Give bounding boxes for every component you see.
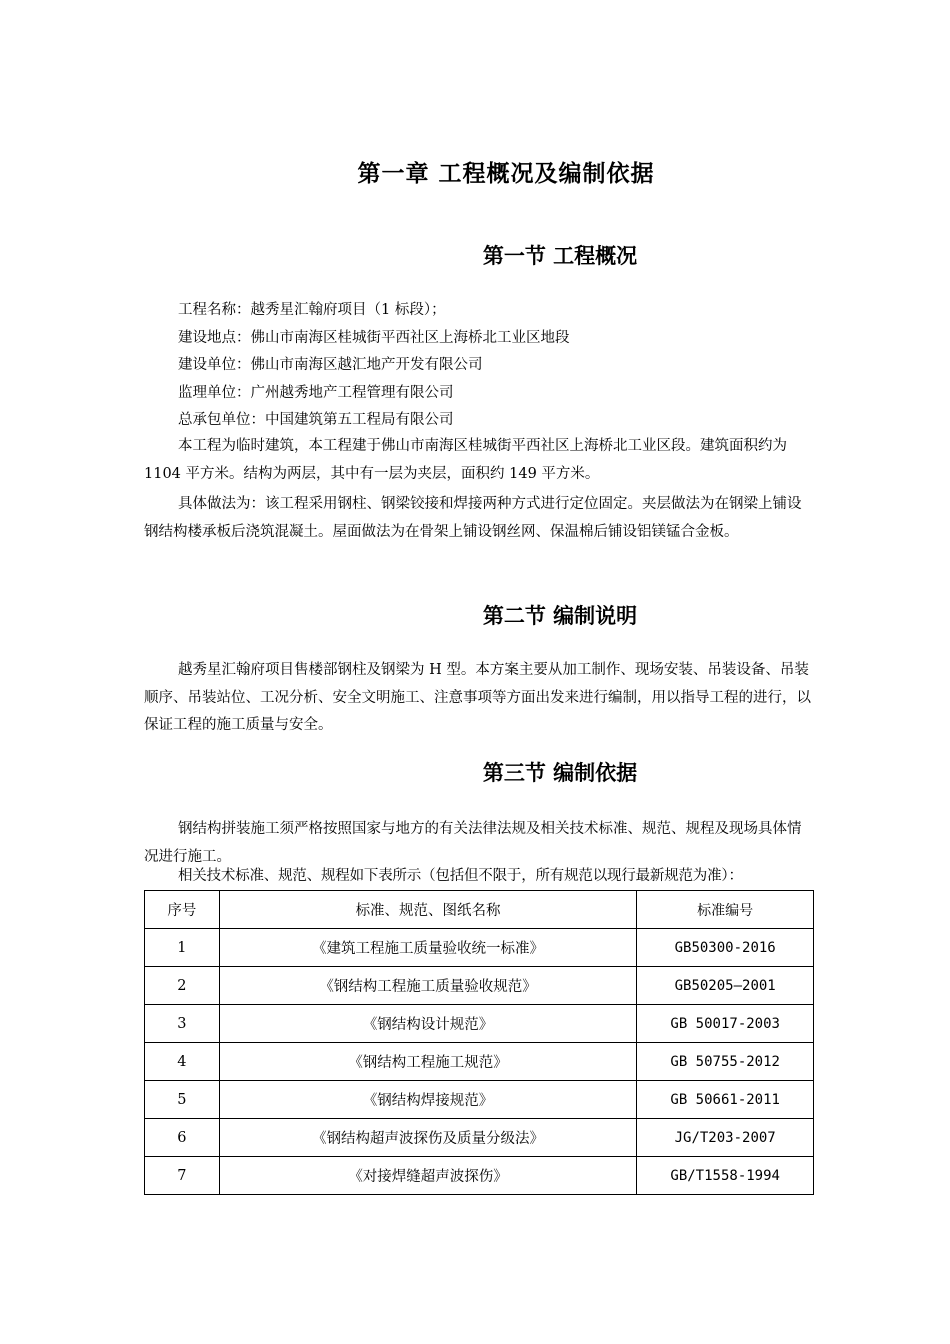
basis-paragraph-1: 钢结构拼装施工须严格按照国家与地方的有关法律法规及相关技术标准、规范、规程及现场具体情况进行施工。 xyxy=(144,821,802,865)
overview-paragraph-2: 具体做法为：该工程采用钢柱、钢梁铰接和焊接两种方式进行定位固定。夹层做法为在钢梁上铺设钢结构楼承板后浇筑混凝土。屋面做法为在骨架上铺设钢丝网、保温棉后铺设铝镁锰合金板。 xyxy=(144,496,802,540)
row-number: 4 xyxy=(145,1043,220,1081)
row-name: 《钢结构超声波探伤及质量分级法》 xyxy=(219,1119,637,1157)
table-row xyxy=(145,1081,814,1119)
table-row xyxy=(145,967,814,1005)
header-code: 标准编号 xyxy=(637,891,814,929)
basis-paragraph-2: 相关技术标准、规范、规程如下表所示（包括但不限于，所有规范以现行最新规范为准）： xyxy=(178,868,743,884)
info-project-name: 工程名称：越秀星汇翰府项目（1 标段）； xyxy=(178,302,446,318)
row-code: GB 50755-2012 xyxy=(637,1043,814,1081)
info-supervisor: 监理单位：广州越秀地产工程管理有限公司 xyxy=(178,385,454,401)
standards-table xyxy=(144,890,814,1195)
info-location: 建设地点：佛山市南海区桂城街平西社区上海桥北工业区地段 xyxy=(178,330,570,346)
row-name: 《建筑工程施工质量验收统一标准》 xyxy=(219,929,637,967)
row-number: 5 xyxy=(145,1081,220,1119)
row-code: GB50300-2016 xyxy=(637,929,814,967)
section-title-description: 第二节 编制说明 xyxy=(482,604,638,628)
header-name: 标准、规范、图纸名称 xyxy=(219,891,637,929)
row-number: 6 xyxy=(145,1119,220,1157)
table-row xyxy=(145,1157,814,1195)
row-code: GB/T1558-1994 xyxy=(637,1157,814,1195)
section-title-basis: 第三节 编制依据 xyxy=(482,761,638,785)
row-code: GB 50661-2011 xyxy=(637,1081,814,1119)
table-header-row xyxy=(145,891,814,929)
row-name: 《钢结构工程施工规范》 xyxy=(219,1043,637,1081)
row-number: 3 xyxy=(145,1005,220,1043)
table-row xyxy=(145,929,814,967)
row-number: 1 xyxy=(145,929,220,967)
row-number: 2 xyxy=(145,967,220,1005)
row-code: JG/T203-2007 xyxy=(637,1119,814,1157)
table-row xyxy=(145,1043,814,1081)
row-number: 7 xyxy=(145,1157,220,1195)
info-developer: 建设单位：佛山市南海区越汇地产开发有限公司 xyxy=(178,357,483,373)
row-name: 《钢结构设计规范》 xyxy=(219,1005,637,1043)
row-name: 《对接焊缝超声波探伤》 xyxy=(219,1157,637,1195)
table-row xyxy=(145,1005,814,1043)
row-name: 《钢结构焊接规范》 xyxy=(219,1081,637,1119)
section-title-overview: 第一节 工程概况 xyxy=(482,244,638,268)
table-row xyxy=(145,1119,814,1157)
description-paragraph: 越秀星汇翰府项目售楼部钢柱及钢梁为 H 型。本方案主要从加工制作、现场安装、吊装设备、吊装顺序、吊装站位、工况分析、安全文明施工、注意事项等方面出发来进行编制，用以指导工程的进行，以保证工程的施工质量与安全。 xyxy=(144,662,811,733)
row-code: GB50205—2001 xyxy=(637,967,814,1005)
info-contractor: 总承包单位：中国建筑第五工程局有限公司 xyxy=(178,412,454,428)
row-code: GB 50017-2003 xyxy=(637,1005,814,1043)
header-number: 序号 xyxy=(145,891,220,929)
row-name: 《钢结构工程施工质量验收规范》 xyxy=(219,967,637,1005)
overview-paragraph-1: 本工程为临时建筑，本工程建于佛山市南海区桂城街平西社区上海桥北工业区段。建筑面积约为 1104 平方米。结构为两层，其中有一层为夹层，面积约 149 平方米。 xyxy=(144,438,787,482)
chapter-title: 第一章 工程概况及编制依据 xyxy=(357,161,655,187)
